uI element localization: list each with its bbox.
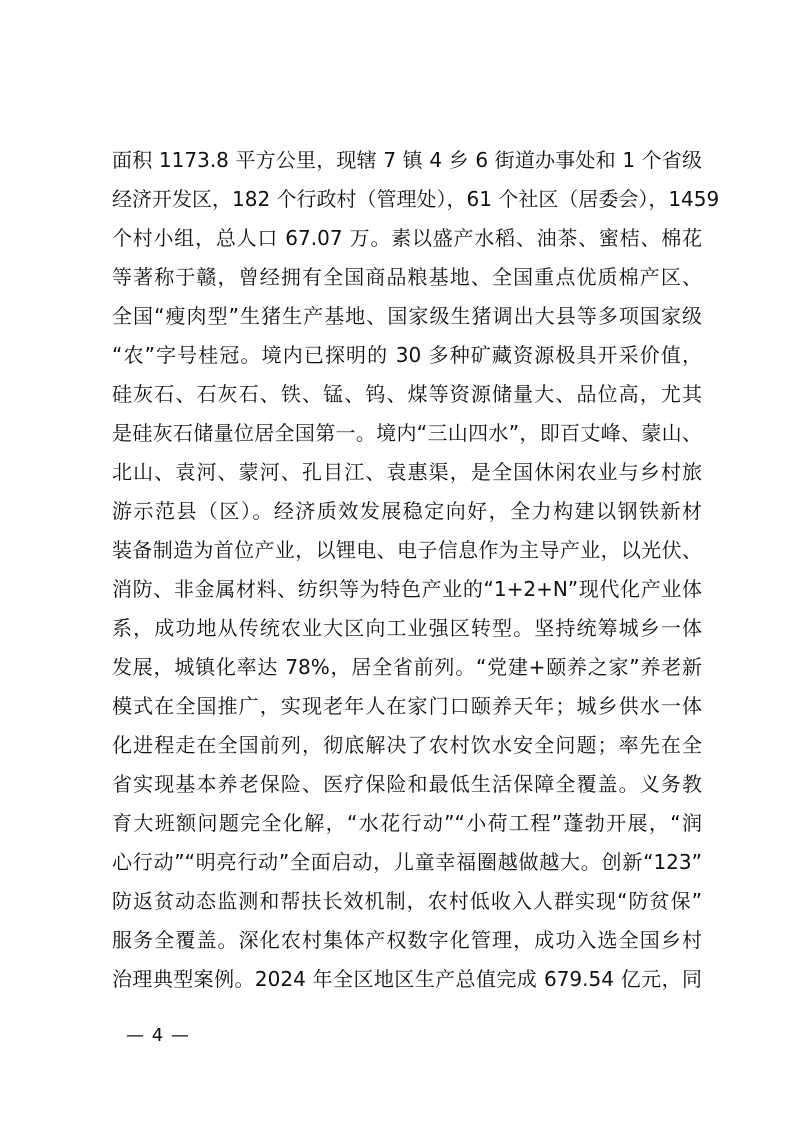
text-line: 游示范县（区）。经济质效发展稳定向好，全力构建以钢铁新材 [112,499,702,523]
text-line: 消防、非金属材料、纺织等为特色产业的“1+2+N”现代化产业体 [112,577,702,601]
text-line: 北山、袁河、蒙河、孔目江、袁惠渠，是全国休闲农业与乡村旅 [112,460,702,484]
text-line: 系，成功地从传统农业大区向工业强区转型。坚持统筹城乡一体 [112,616,702,640]
text-line: 经济开发区，182 个行政村（管理处），61 个社区（居委会），1459 [112,187,720,211]
text-line: 防返贫动态监测和帮扶长效机制，农村低收入人群实现“防贫保” [112,889,702,913]
text-line: 心行动”“明亮行动”全面启动，儿童幸福圈越做越大。创新“123” [112,850,702,874]
text-line: 治理典型案例。2024 年全区地区生产总值完成 679.54 亿元，同 [112,967,702,991]
text-line: 省实现基本养老保险、医疗保险和最低生活保障全覆盖。义务教 [112,772,702,796]
text-line: 育大班额问题完全化解，“水花行动”“小荷工程”蓬勃开展，“润 [112,811,702,835]
text-line: 服务全覆盖。深化农村集体产权数字化管理，成功入选全国乡村 [112,928,702,952]
text-line: 化进程走在全国前列，彻底解决了农村饮水安全问题；率先在全 [112,733,702,757]
text-line: “农”字号桂冠。境内已探明的 30 多种矿藏资源极具开采价值， [112,343,702,367]
text-line: 硅灰石、石灰石、铁、锰、钨、煤等资源储量大、品位高，尤其 [112,382,702,406]
text-line: 是硅灰石储量位居全国第一。境内“三山四水”，即百丈峰、蒙山、 [112,421,702,445]
body-text [112,141,720,999]
page-number: — 4 — [126,1025,190,1046]
text-line: 全国“瘦肉型”生猪生产基地、国家级生猪调出大县等多项国家级 [112,304,702,328]
text-line: 等著称于赣，曾经拥有全国商品粮基地、全国重点优质棉产区、 [112,265,702,289]
text-line: 模式在全国推广，实现老年人在家门口颐养天年；城乡供水一体 [112,694,702,718]
text-line: 发展，城镇化率达 78%，居全省前列。“党建+颐养之家”养老新 [112,655,702,679]
text-line: 个村小组，总人口 67.07 万。素以盛产水稻、油茶、蜜桔、棉花 [112,226,702,250]
text-line: 面积 1173.8 平方公里，现辖 7 镇 4 乡 6 街道办事处和 1 个省级 [112,148,702,172]
text-line: 装备制造为首位产业，以锂电、电子信息作为主导产业，以光伏、 [112,538,702,562]
